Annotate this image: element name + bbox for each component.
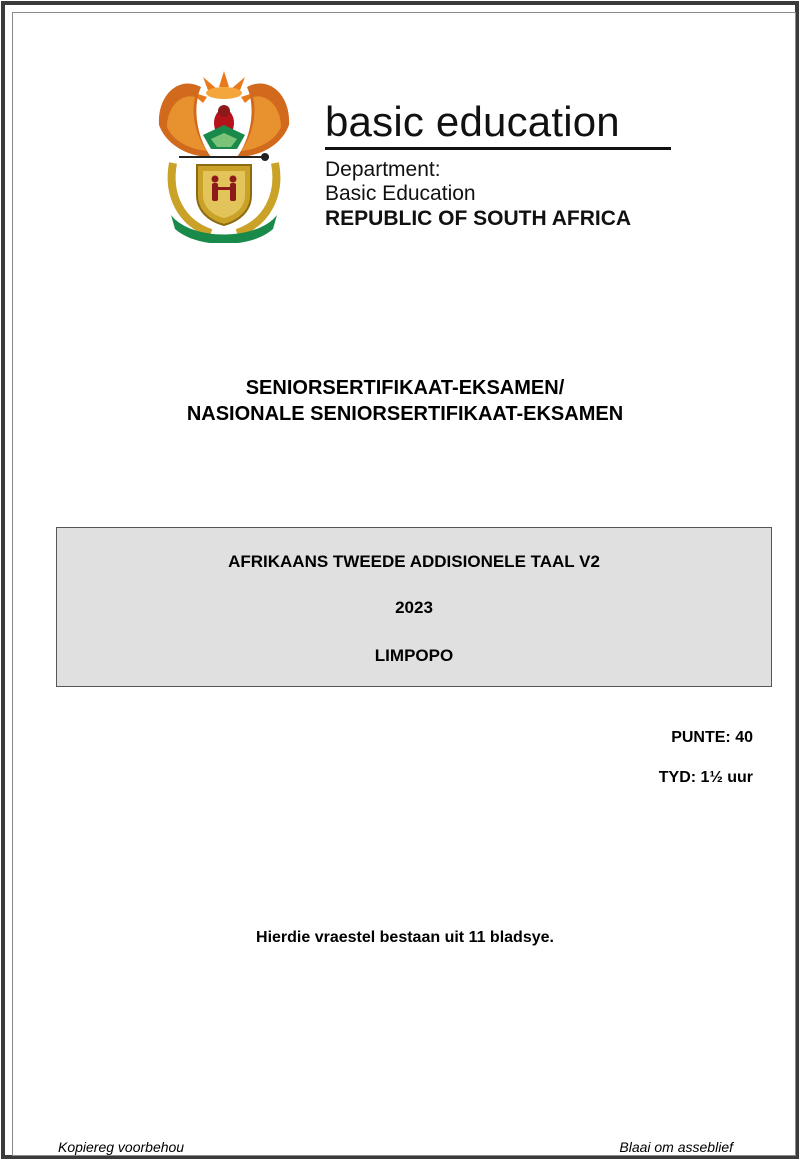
department-label: Department: bbox=[325, 158, 441, 181]
time-label: TYD: 1½ uur bbox=[658, 769, 753, 786]
coat-of-arms-icon bbox=[151, 65, 297, 243]
exam-heading bbox=[13, 375, 797, 427]
brand-block bbox=[325, 97, 675, 232]
brand-rule bbox=[325, 147, 671, 150]
exam-heading-line1: SENIORSERTIFIKAAT-EKSAMEN/ bbox=[245, 377, 565, 399]
province: LIMPOPO bbox=[374, 646, 454, 665]
country-name: REPUBLIC OF SOUTH AFRICA bbox=[325, 207, 632, 230]
exam-heading-line2: NASIONALE SENIORSERTIFIKAAT-EKSAMEN bbox=[186, 403, 624, 425]
page-inner-border bbox=[12, 12, 796, 1156]
turn-over-footer: Blaai om asseblief bbox=[619, 1139, 733, 1155]
brand-title: basic education bbox=[325, 98, 620, 145]
department-name: Basic Education bbox=[325, 182, 476, 205]
page-count-note: Hierdie vraestel bestaan uit 11 bladsye. bbox=[256, 929, 554, 946]
subject-name: AFRIKAANS TWEEDE ADDISIONELE TAAL V2 bbox=[228, 552, 600, 571]
exam-year: 2023 bbox=[395, 598, 433, 617]
copyright-footer: Kopiereg voorbehou bbox=[58, 1139, 185, 1155]
subject-box bbox=[56, 527, 772, 687]
marks-label: PUNTE: 40 bbox=[671, 729, 753, 746]
page-border bbox=[1, 1, 799, 1159]
